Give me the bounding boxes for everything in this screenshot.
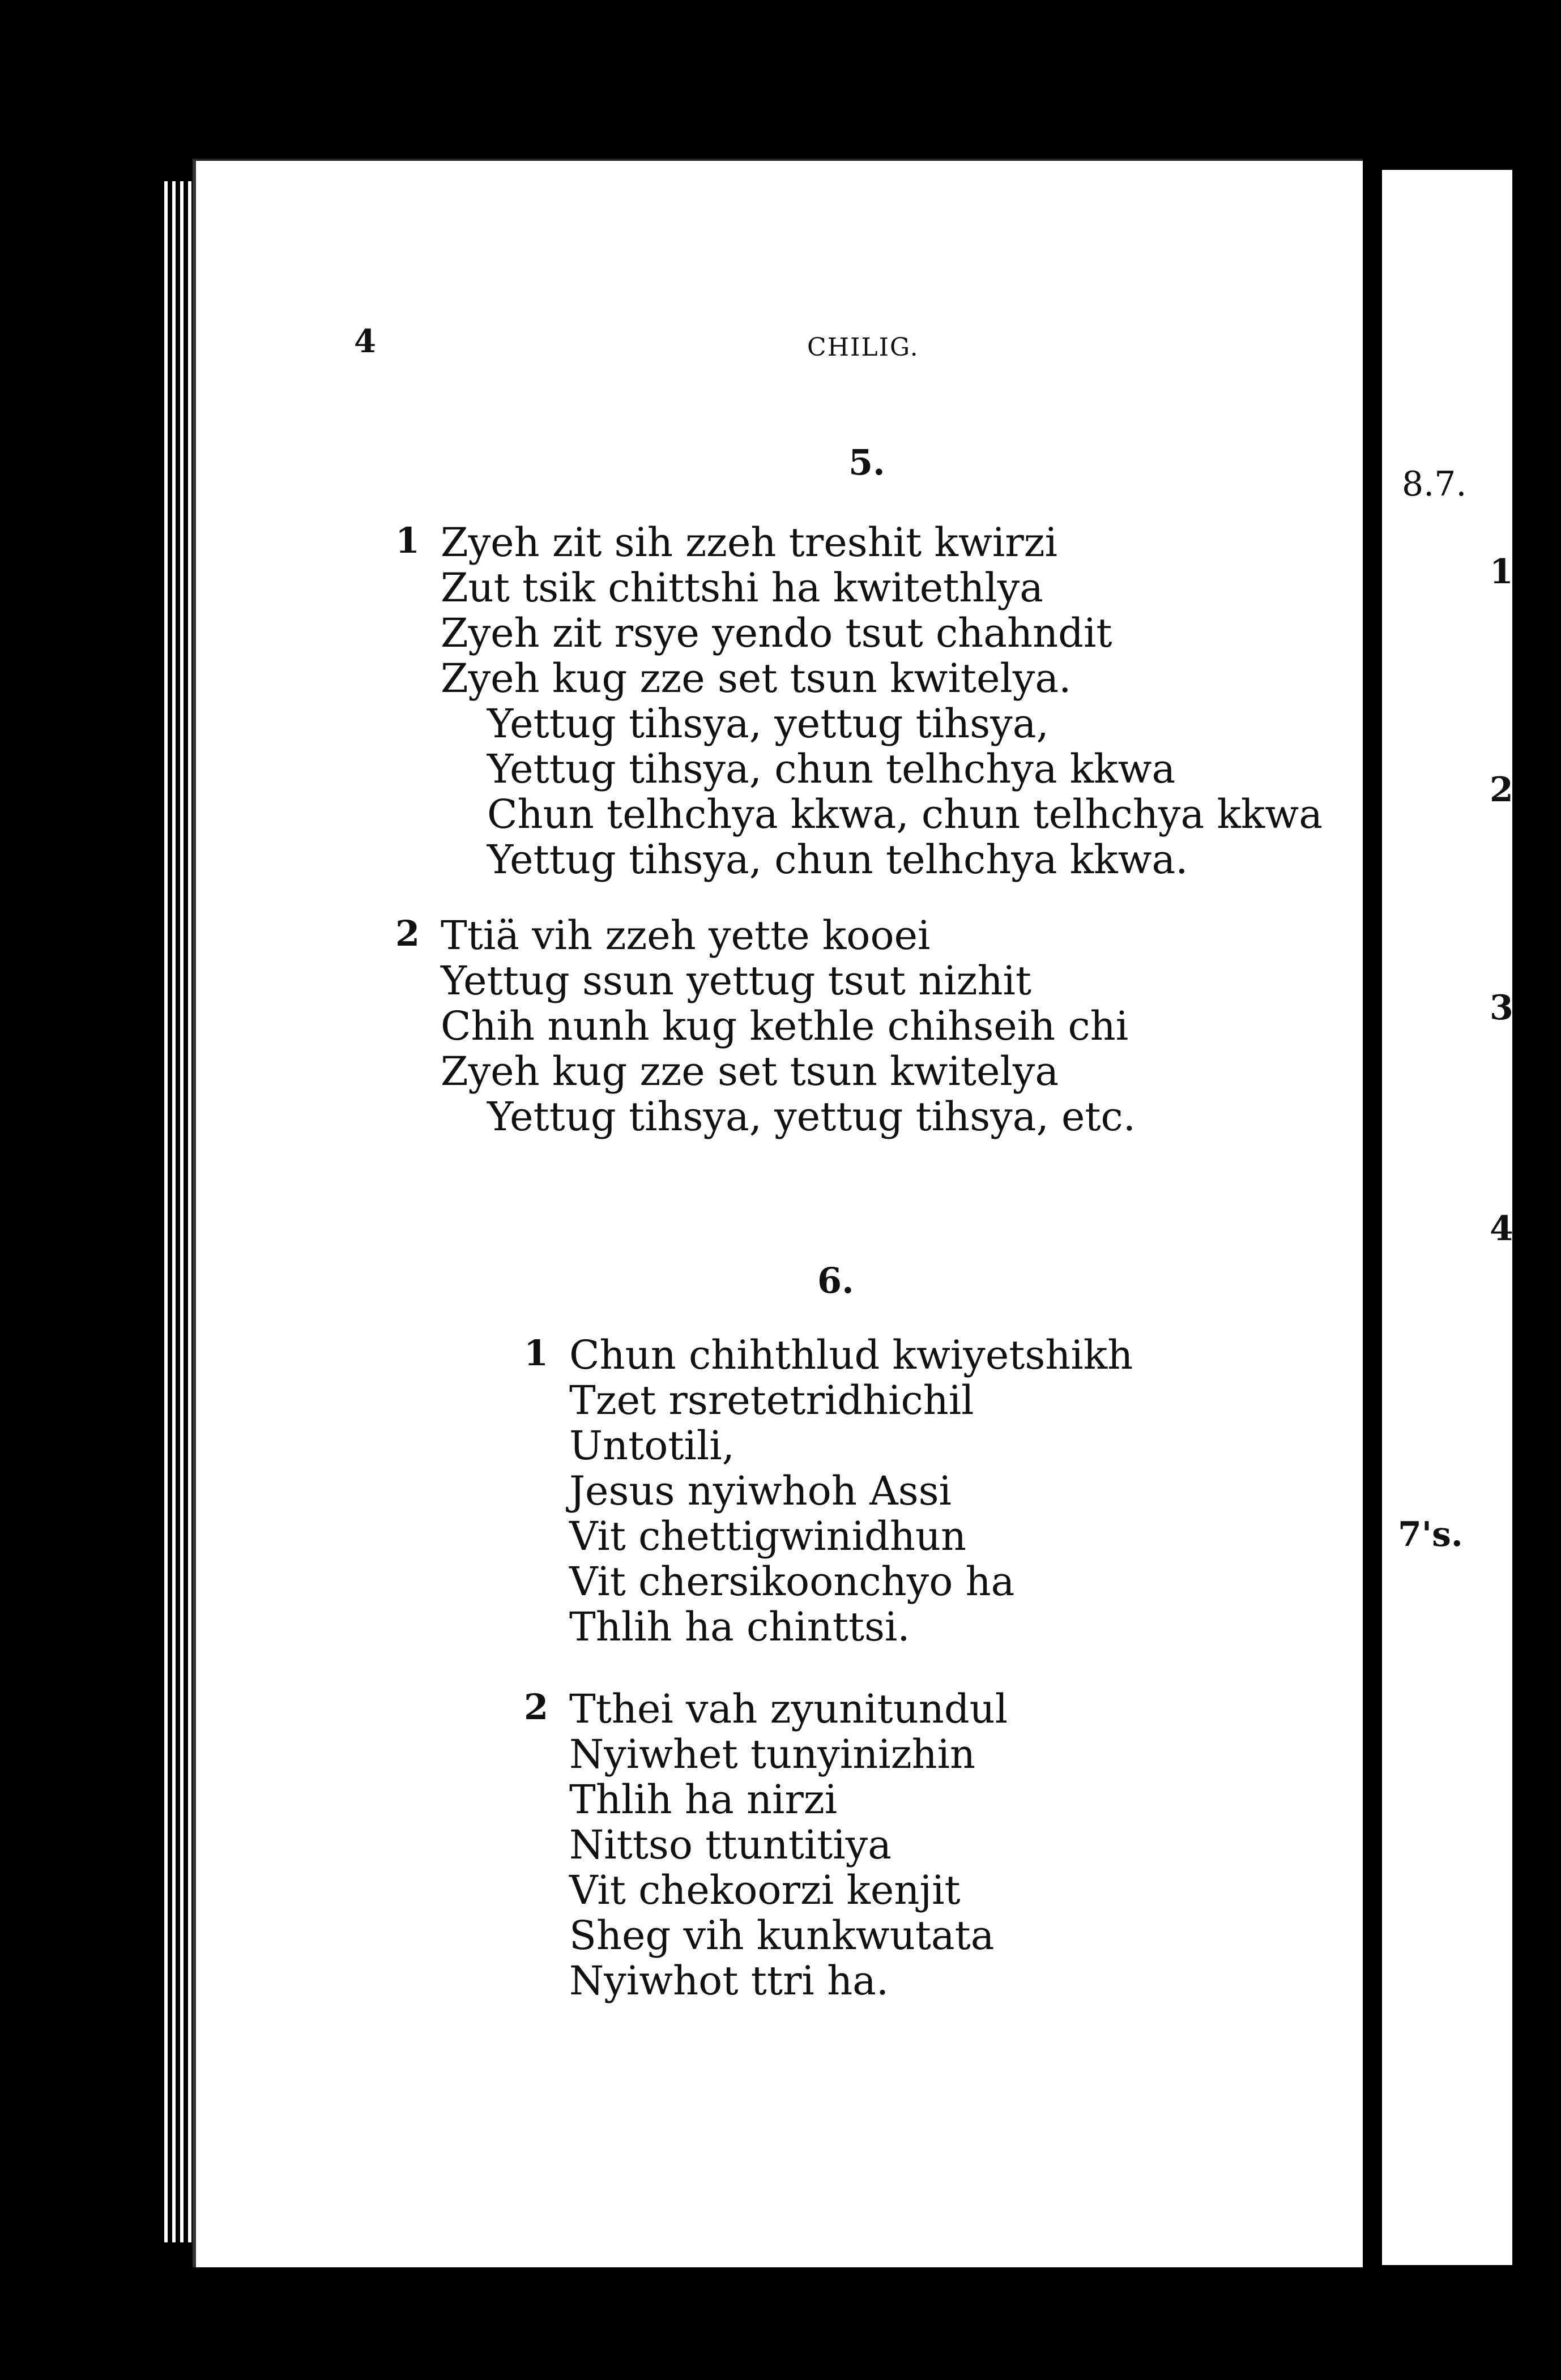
chorus-line: Yettug tihsya, chun telhchya kkwa.	[487, 836, 1188, 883]
facing-page-text: 2	[1490, 770, 1513, 810]
running-title: CHILIG.	[807, 333, 919, 362]
facing-page-text: 3	[1490, 988, 1513, 1028]
hymn-6-verse-1	[524, 1332, 1133, 1650]
verse-line: Yettug ssun yettug tsut nizhit	[441, 958, 1032, 1004]
verse-line: Zyeh kug zze set tsun kwitelya	[441, 1048, 1059, 1095]
verse-number: 2	[524, 1686, 549, 1728]
hymn-number: 6.	[817, 1260, 854, 1301]
verse-line: Chih nunh kug kethle chihseih chi	[441, 1003, 1129, 1049]
chorus-line: Yettug tihsya, chun telhchya kkwa	[487, 746, 1176, 792]
verse-line: Tzet rsretetridhichil	[569, 1377, 974, 1424]
verse-line: Zyeh zit rsye yendo tsut chahndit	[441, 610, 1112, 656]
verse-line: Ttiä vih zzeh yette kooei	[441, 912, 931, 959]
verse-line: Sheg vih kunkwutata	[569, 1912, 995, 1959]
chorus-line: Chun telhchya kkwa, chun telhchya kkwa	[487, 791, 1323, 838]
verse-line: Nyiwhet tunyinizhin	[569, 1731, 976, 1777]
chorus-line: Yettug tihsya, yettug tihsya, etc.	[487, 1093, 1136, 1140]
verse-number: 1	[524, 1332, 549, 1374]
verse-line: Zyeh kug zze set tsun kwitelya.	[441, 655, 1072, 702]
verse-line: Thlih ha chinttsi.	[569, 1604, 910, 1650]
verse-number: 2	[395, 913, 420, 954]
verse-line: Nyiwhot ttri ha.	[569, 1958, 889, 2004]
chorus-line: Yettug tihsya, yettug tihsya,	[487, 700, 1049, 747]
facing-page-text: 1	[1490, 552, 1513, 592]
verse-line: Zut tsik chittshi ha kwitethlya	[441, 565, 1044, 611]
facing-page-text: 4	[1490, 1209, 1513, 1249]
hymn-5-verse-1	[395, 519, 1323, 883]
verse-line: Chun chihthlud kwiyetshikh	[569, 1332, 1133, 1378]
verse-line: Nittso ttuntitiya	[569, 1822, 892, 1868]
verse-number: 1	[395, 520, 420, 561]
verse-line: Vit chekoorzi kenjit	[569, 1867, 961, 1913]
hymn-5-verse-2	[395, 912, 1136, 1140]
page-number: 4	[354, 323, 376, 360]
facing-page-text: 8.7.	[1402, 464, 1467, 504]
verse-line: Vit chersikoonchyo ha	[569, 1558, 1015, 1605]
verse-line: Jesus nyiwhoh Assi	[569, 1468, 952, 1514]
facing-page-text: 7's.	[1398, 1515, 1463, 1554]
verse-line: Zyeh zit sih zzeh treshit kwirzi	[441, 519, 1057, 566]
verse-line: Untotili,	[569, 1422, 735, 1469]
hymn-6-verse-2	[524, 1686, 1008, 2004]
verse-line: Tthei vah zyunitundul	[569, 1686, 1008, 1732]
hymn-number: 5.	[848, 442, 885, 483]
verse-line: Vit chettigwinidhun	[569, 1513, 967, 1559]
verse-line: Thlih ha nirzi	[569, 1776, 838, 1823]
